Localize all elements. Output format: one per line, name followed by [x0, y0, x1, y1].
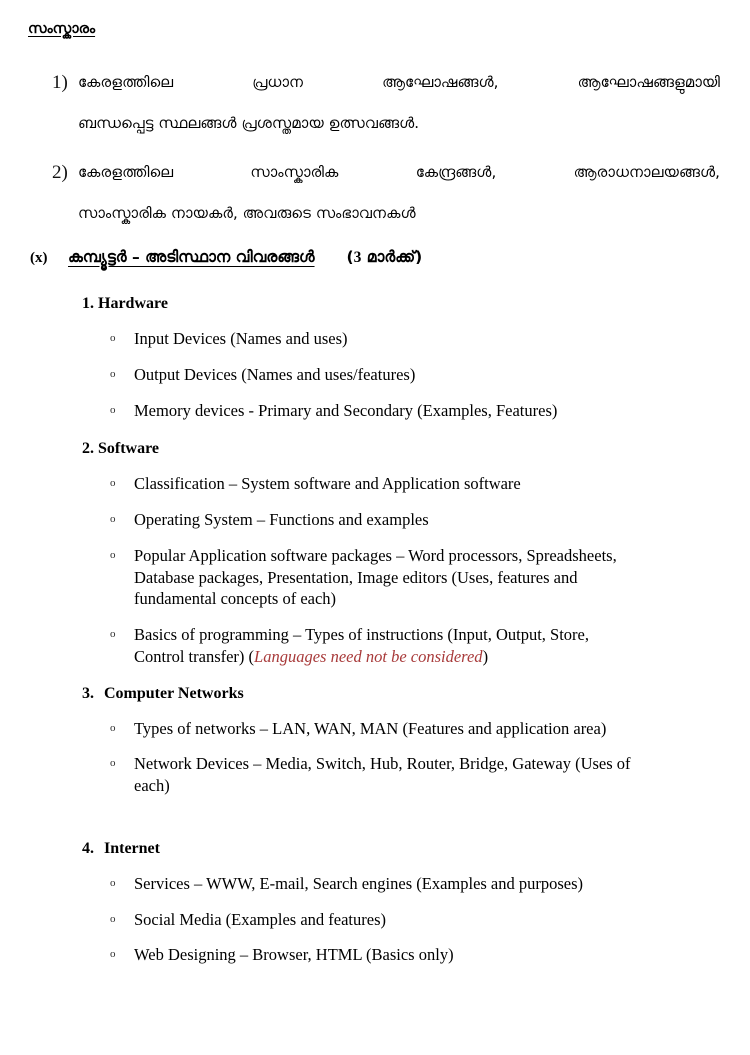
topic-title: [0, 441, 750, 457]
list-item: [0, 509, 750, 531]
culture-list-item: [52, 62, 720, 144]
section-label: (x): [30, 250, 48, 266]
topic-software: [0, 441, 750, 667]
circle-bullet-icon: o: [110, 948, 116, 961]
culture-line-word: ആഘോഷങ്ങളുമായി: [577, 73, 720, 91]
marks-unit: മാർക്ക്): [361, 248, 423, 266]
list-item-text: Output Devices (Names and uses/features): [134, 364, 416, 384]
culture-item-lines: [78, 62, 720, 144]
list-item-text: Web Designing – Browser, HTML (Basics only): [134, 945, 454, 965]
topic-title: [0, 686, 750, 702]
list-item-text: Input Devices (Names and uses): [134, 329, 348, 348]
topic-number: 4.: [82, 839, 94, 857]
circle-bullet-icon: o: [110, 367, 116, 380]
topic-hardware: [0, 296, 750, 421]
topic-label: Computer Networks: [104, 684, 244, 702]
circle-bullet-icon: o: [110, 912, 116, 925]
culture-item-line: ബന്ധപ്പെട്ട സ്ഥലങ്ങൾ പ്രശസ്തമായ ഉത്സവങ്ങൾ.: [78, 114, 420, 132]
list-item-text-after: ): [482, 646, 489, 666]
marks-number: 3: [353, 249, 362, 266]
topic-title: [0, 841, 750, 857]
list-item: [0, 718, 750, 740]
list-item-text: Popular Application software packages – Word processors, Spreadsheets, Database packages, Presentation, Image editors (Uses, features and fundamental concepts of each): [134, 545, 617, 609]
list-item: [0, 873, 750, 895]
circle-bullet-icon: o: [110, 403, 116, 416]
culture-item-lines: [78, 152, 720, 234]
list-item-text: Types of networks – LAN, WAN, MAN (Features and application area): [134, 718, 607, 738]
culture-line-word: കേരളത്തിലെ: [78, 73, 174, 91]
section-title: കമ്പ്യൂട്ടർ – അടിസ്ഥാന വിവരങ്ങൾ: [68, 248, 315, 266]
culture-line-word: കേരളത്തിലെ: [78, 163, 174, 181]
syllabus-outline: [0, 296, 750, 966]
topic-number: 1.: [82, 295, 94, 312]
list-item-text: Services – WWW, E-mail, Search engines (Examples and purposes): [134, 873, 584, 893]
list-item: [0, 473, 750, 495]
culture-item-number: 2): [52, 162, 68, 183]
list-item: [0, 944, 750, 966]
list-item: [0, 400, 750, 422]
list-item-text-before: Basics of programming – Types of instructions (Input, Output, Store, Control transfer) (: [134, 625, 589, 666]
circle-bullet-icon: o: [110, 477, 116, 490]
topic-number: 2.: [82, 440, 94, 458]
list-item-text: Operating System – Functions and examples: [134, 510, 429, 530]
topic-label: Hardware: [98, 295, 168, 312]
list-item: [0, 624, 750, 668]
circle-bullet-icon: o: [110, 757, 116, 770]
culture-item-number: 1): [52, 72, 68, 93]
topic-number: 3.: [82, 684, 94, 702]
culture-item-line: [78, 62, 720, 103]
list-item: [0, 364, 750, 386]
topic-title: [0, 296, 750, 312]
circle-bullet-icon: o: [110, 548, 116, 561]
culture-item-line: സാംസ്കാരിക നായകർ, അവരുടെ സംഭാവനകൾ: [78, 204, 416, 222]
list-item: [0, 753, 750, 797]
section-heading: [30, 248, 422, 267]
list-item: [0, 909, 750, 931]
culture-item-line: [78, 152, 720, 193]
culture-line-word: ആഘോഷങ്ങൾ,: [382, 73, 499, 91]
topic-item-list: [0, 873, 750, 966]
section-marks: [347, 248, 423, 267]
list-item-text: Classification – System software and Application software: [134, 474, 521, 494]
topic-item-list: [0, 328, 750, 421]
list-item-text: Social Media (Examples and features): [134, 909, 386, 929]
culture-line-word: പ്രധാന: [252, 73, 304, 91]
topic-label: Software: [98, 440, 160, 458]
culture-line-word: ആരാധനാലയങ്ങൾ,: [573, 163, 720, 181]
emphasis-note: Languages need not be considered: [254, 646, 483, 666]
culture-heading: സംസ്കാരം: [28, 21, 96, 37]
marks-open-paren: (: [346, 248, 354, 266]
culture-item-list: [52, 62, 720, 242]
circle-bullet-icon: o: [110, 876, 116, 889]
topic-item-list: [0, 473, 750, 667]
list-item-text: Network Devices – Media, Switch, Hub, Router, Bridge, Gateway (Uses of each): [134, 754, 631, 796]
list-item: [0, 328, 750, 350]
topic-item-list: [0, 718, 750, 797]
circle-bullet-icon: o: [110, 628, 116, 641]
circle-bullet-icon: o: [110, 332, 116, 344]
culture-line-word: കേന്ദ്രങ്ങൾ,: [415, 163, 497, 181]
culture-line-word: സാംസ്കാരിക: [250, 163, 339, 181]
circle-bullet-icon: o: [110, 513, 116, 526]
circle-bullet-icon: o: [110, 721, 116, 734]
list-item-text: [134, 624, 642, 668]
topic-internet: [0, 841, 750, 966]
topic-label: Internet: [104, 839, 160, 857]
culture-list-item: [52, 152, 720, 234]
list-item: [0, 545, 750, 610]
list-item-text: Memory devices - Primary and Secondary (Examples, Features): [134, 400, 558, 420]
topic-computer-networks: [0, 686, 750, 797]
